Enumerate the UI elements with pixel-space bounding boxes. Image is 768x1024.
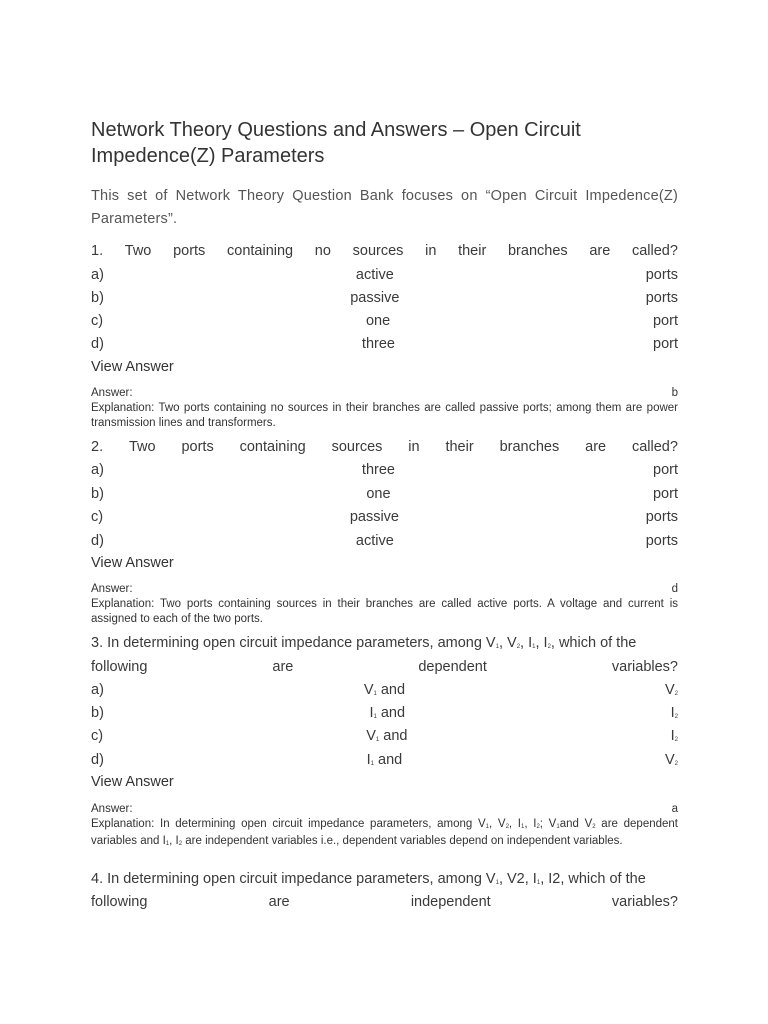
q1-answer-block	[91, 386, 678, 431]
q3-explanation: Explanation: In determining open circuit impedance parameters, among $V_1$, $V_2$, $I_1$, $I_2$; $V_1and$ $V_2$ are dependent variables and $I_1$, $I_2$ are independent variables i.e., dependent variables depend on independent variables.	[91, 818, 679, 847]
intro-line-1: This set of Network Theory Question Bank focuses on “Open Circuit Impedence(Z)	[91, 188, 678, 204]
q3-option-a[interactable]: a) $V_1$ and $V_2$	[91, 682, 678, 698]
q2-option-d[interactable]: d) active ports	[91, 533, 678, 549]
answer-label: Answer:	[91, 387, 133, 399]
q1-option-a[interactable]: a) active ports	[91, 267, 678, 283]
answer-value: d	[671, 583, 678, 595]
answer-value: a	[671, 803, 678, 815]
q2-option-b[interactable]: b) one port	[91, 486, 678, 502]
question-2-text: 2. Two ports containing sources in their branches are called?	[91, 439, 678, 455]
q3-answer-block	[91, 802, 678, 851]
q2-explanation: Explanation: Two ports containing sources in their branches are called active ports. A voltage and current is assigned to each of the two ports.	[91, 598, 678, 625]
answer-value: b	[671, 387, 678, 399]
question-4-line-1: 4. In determining open circuit impedance parameters, among $V_1$, V2, $I_1$, I2, which of the	[91, 871, 646, 887]
q3-view-answer-link[interactable]: View Answer	[91, 774, 174, 790]
q3-option-d[interactable]: d) $I_1$ and $V_2$	[91, 752, 678, 768]
q1-option-d[interactable]: d) three port	[91, 336, 678, 352]
intro-paragraph	[91, 185, 678, 231]
intro-line-2: Parameters”.	[91, 211, 178, 227]
q1-view-answer-link[interactable]: View Answer	[91, 359, 174, 375]
answer-label: Answer:	[91, 583, 133, 595]
q1-explanation: Explanation: Two ports containing no sources in their branches are called passive ports; among them are power transmission lines and transformers.	[91, 402, 678, 429]
q2-option-c[interactable]: c) passive ports	[91, 509, 678, 525]
q2-answer-block	[91, 582, 678, 627]
question-3-line-2: following are dependent variables?	[91, 659, 678, 675]
question-4-line-2: following are independent variables?	[91, 894, 678, 910]
q1-option-c[interactable]: c) one port	[91, 313, 678, 329]
question-1-text: 1. Two ports containing no sources in their branches are called?	[91, 243, 678, 259]
q3-option-c[interactable]: c) $V_1$ and $I_2$	[91, 728, 678, 744]
page-title: Network Theory Questions and Answers – Open Circuit Impedence(Z) Parameters	[91, 119, 581, 167]
q2-view-answer-link[interactable]: View Answer	[91, 555, 174, 571]
q3-option-b[interactable]: b) $I_1$ and $I_2$	[91, 705, 678, 721]
answer-label: Answer:	[91, 803, 133, 815]
q1-option-b[interactable]: b) passive ports	[91, 290, 678, 306]
question-3-line-1: 3. In determining open circuit impedance parameters, among $V_1$, $V_2$, $I_1$, $I_2$, which of the	[91, 635, 637, 651]
q2-option-a[interactable]: a) three port	[91, 462, 678, 478]
